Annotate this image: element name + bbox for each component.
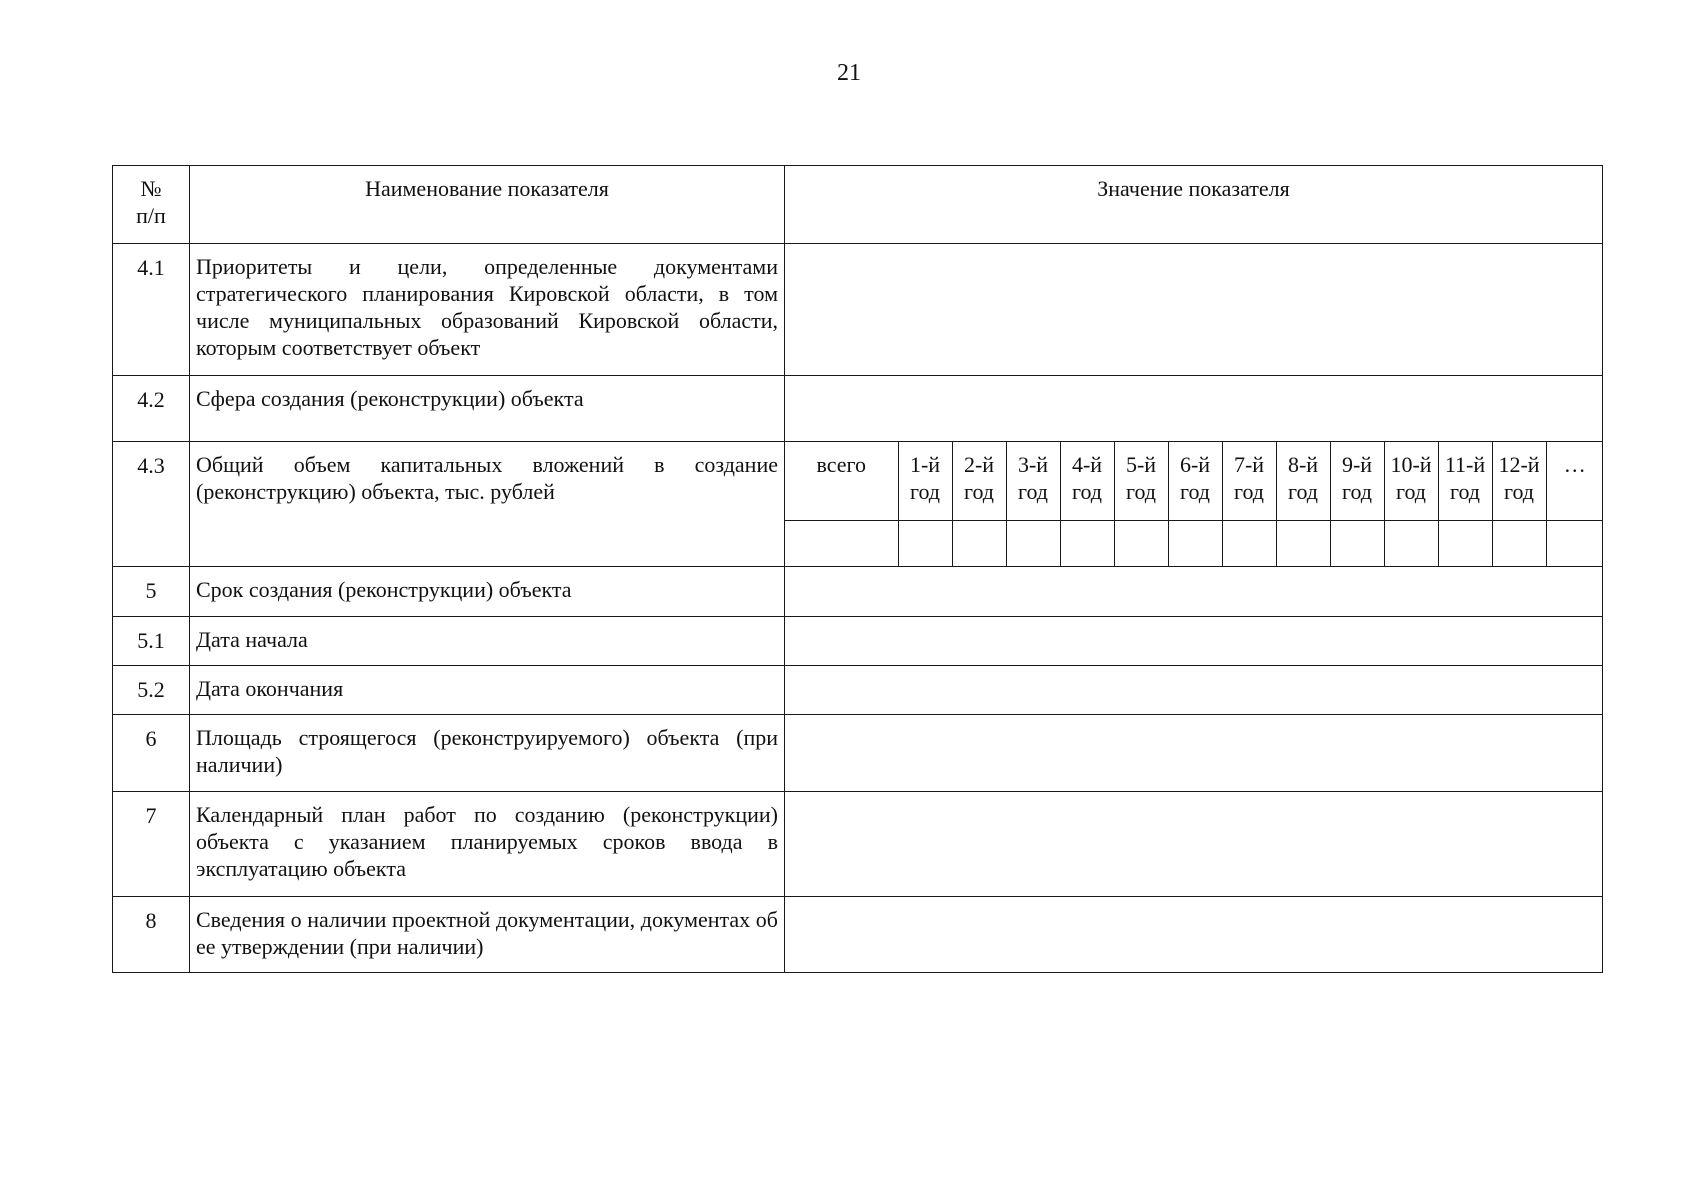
row-num: 4.2 bbox=[113, 376, 190, 442]
table-row bbox=[113, 715, 1603, 792]
row-num: 4.1 bbox=[113, 244, 190, 376]
year-column-9: 9-й год bbox=[1330, 442, 1384, 520]
table-row bbox=[113, 376, 1603, 442]
row-name: Приоритеты и цели, определенные документами стратегического планирования Кировской области, в том числе муниципальных образований Кировской области, которым соответствует объект bbox=[190, 244, 785, 376]
page-number: 21 bbox=[837, 60, 861, 86]
years-value-row bbox=[785, 520, 1603, 566]
row-value bbox=[785, 897, 1603, 973]
row-value bbox=[785, 567, 1603, 617]
row-name: Площадь строящегося (реконструируемого) объекта (при наличии) bbox=[190, 715, 785, 792]
row-name: Дата окончания bbox=[190, 666, 785, 715]
year-total-label: всего bbox=[785, 442, 898, 520]
table-row bbox=[113, 567, 1603, 617]
row-name: Календарный план работ по созданию (реконструкции) объекта с указанием планируемых сроков ввода в эксплуатацию объекта bbox=[190, 792, 785, 897]
table-row bbox=[113, 442, 1603, 567]
year-value-3 bbox=[1006, 520, 1060, 566]
year-value-9 bbox=[1330, 520, 1384, 566]
years-table bbox=[785, 442, 1603, 566]
table-header-row bbox=[113, 166, 1603, 244]
year-column-7: 7-й год bbox=[1222, 442, 1276, 520]
year-value-12 bbox=[1492, 520, 1546, 566]
header-num: № п/п bbox=[113, 166, 190, 244]
row-num: 4.3 bbox=[113, 442, 190, 567]
row-name: Общий объем капитальных вложений в создание (реконструкцию) объекта, тыс. рублей bbox=[190, 442, 785, 567]
row-name: Сведения о наличии проектной документации, документах об ее утверждении (при наличии) bbox=[190, 897, 785, 973]
year-value-6 bbox=[1168, 520, 1222, 566]
year-column-12: 12-й год bbox=[1492, 442, 1546, 520]
year-column-11: 11-й год bbox=[1438, 442, 1492, 520]
row-value bbox=[785, 376, 1603, 442]
table-row bbox=[113, 617, 1603, 666]
table-row bbox=[113, 666, 1603, 715]
row-value bbox=[785, 666, 1603, 715]
table-row bbox=[113, 792, 1603, 897]
row-num: 7 bbox=[113, 792, 190, 897]
row-num: 5.2 bbox=[113, 666, 190, 715]
year-value-7 bbox=[1222, 520, 1276, 566]
row-num: 5 bbox=[113, 567, 190, 617]
row-value bbox=[785, 617, 1603, 666]
year-value-4 bbox=[1060, 520, 1114, 566]
row-value bbox=[785, 244, 1603, 376]
header-value: Значение показателя bbox=[785, 166, 1603, 244]
row-name: Сфера создания (реконструкции) объекта bbox=[190, 376, 785, 442]
table-row bbox=[113, 244, 1603, 376]
table-row bbox=[113, 897, 1603, 973]
year-value-8 bbox=[1276, 520, 1330, 566]
row-name: Дата начала bbox=[190, 617, 785, 666]
year-column-3: 3-й год bbox=[1006, 442, 1060, 520]
year-value-11 bbox=[1438, 520, 1492, 566]
row-num: 6 bbox=[113, 715, 190, 792]
year-value-more bbox=[1546, 520, 1603, 566]
row-value bbox=[785, 792, 1603, 897]
header-name: Наименование показателя bbox=[190, 166, 785, 244]
year-column-1: 1-й год bbox=[898, 442, 952, 520]
capital-investment-years bbox=[785, 442, 1603, 567]
year-value-10 bbox=[1384, 520, 1438, 566]
year-column-4: 4-й год bbox=[1060, 442, 1114, 520]
year-value-5 bbox=[1114, 520, 1168, 566]
year-column-more: … bbox=[1546, 442, 1603, 520]
row-value bbox=[785, 715, 1603, 792]
year-column-2: 2-й год bbox=[952, 442, 1006, 520]
row-num: 8 bbox=[113, 897, 190, 973]
year-column-8: 8-й год bbox=[1276, 442, 1330, 520]
year-value-1 bbox=[898, 520, 952, 566]
year-column-6: 6-й год bbox=[1168, 442, 1222, 520]
years-header-row bbox=[785, 442, 1603, 520]
year-column-10: 10-й год bbox=[1384, 442, 1438, 520]
indicators-table bbox=[112, 165, 1603, 973]
year-total-value bbox=[785, 520, 898, 566]
year-value-2 bbox=[952, 520, 1006, 566]
row-name: Срок создания (реконструкции) объекта bbox=[190, 567, 785, 617]
year-column-5: 5-й год bbox=[1114, 442, 1168, 520]
row-num: 5.1 bbox=[113, 617, 190, 666]
